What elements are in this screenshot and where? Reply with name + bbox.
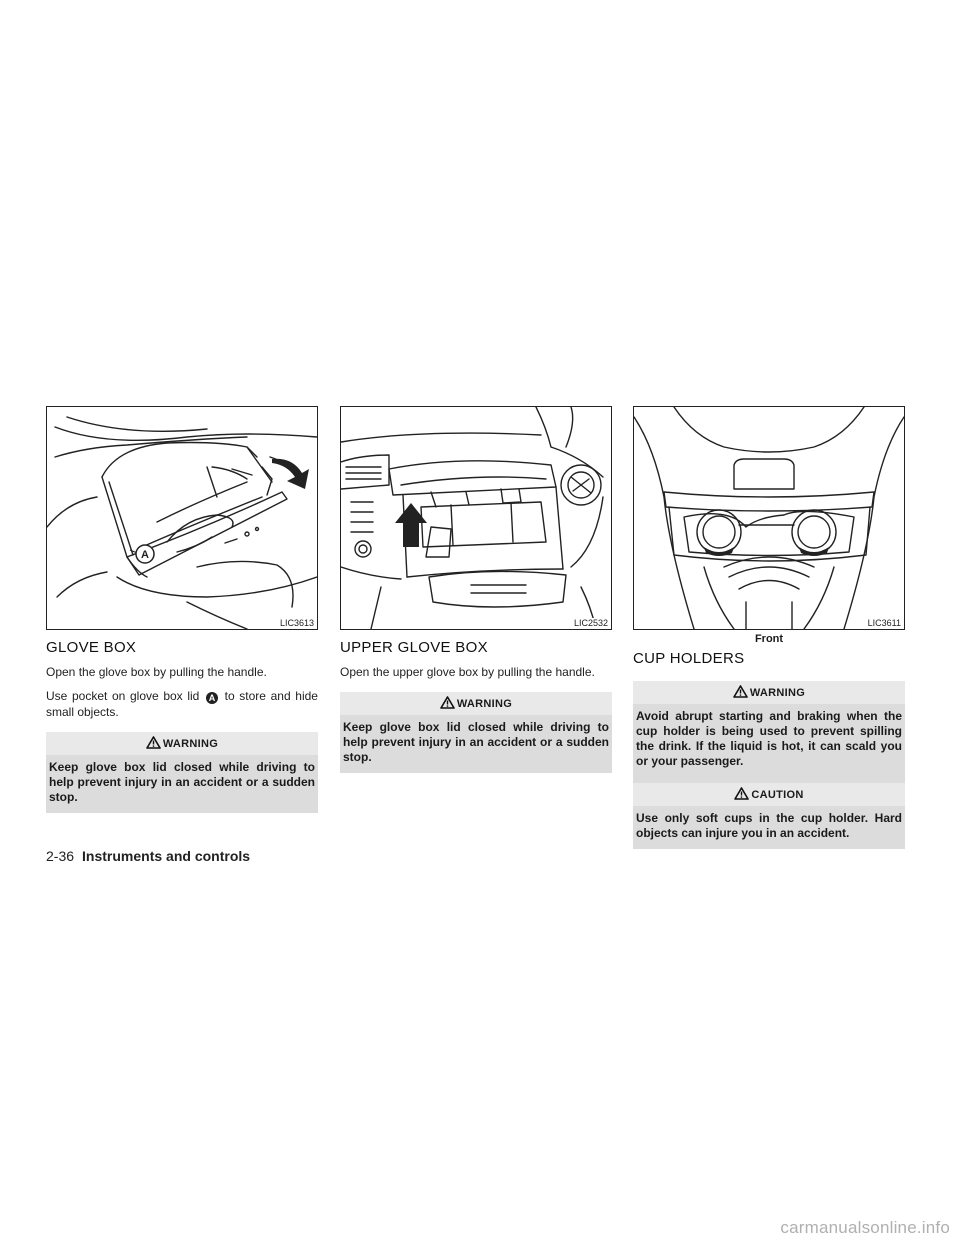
warning-icon bbox=[440, 696, 455, 712]
upper-glove-box-drawing bbox=[341, 407, 611, 629]
caution-title-text: CAUTION bbox=[751, 789, 804, 801]
section-heading-cup-holders: CUP HOLDERS bbox=[633, 650, 745, 667]
warning-title-text: WARNING bbox=[162, 738, 219, 750]
section-title: Instruments and controls bbox=[82, 848, 251, 864]
cup-holders-drawing bbox=[634, 407, 904, 629]
caution-text: Use only soft cups in the cup holder. Hard objects can injure you in an accident. bbox=[636, 811, 902, 840]
glove-box-drawing bbox=[47, 407, 317, 629]
warning-box bbox=[340, 692, 612, 773]
watermark-text: carmanualsonline.info bbox=[780, 1218, 950, 1237]
page-number: 2-36 bbox=[46, 848, 75, 864]
upper-glove-box-section bbox=[340, 406, 612, 773]
callout-a-label: A bbox=[141, 549, 149, 561]
caution-icon bbox=[734, 787, 749, 803]
glove-box-section bbox=[46, 406, 318, 813]
caution-box bbox=[633, 777, 905, 849]
figure-caption-front: Front bbox=[754, 633, 784, 645]
caution-title bbox=[633, 783, 905, 806]
warning-title-text: WARNING bbox=[456, 698, 513, 710]
figure-code: LIC3613 bbox=[279, 618, 314, 628]
warning-text: Keep glove box lid closed while driving to help prevent injury in an accident or a sudden stop. bbox=[49, 760, 315, 804]
warning-text: Avoid abrupt starting and braking when the cup holder is being used to prevent spilling the drink. If the liquid is hot, it can scald you or your passenger. bbox=[636, 709, 902, 768]
warning-title bbox=[633, 681, 905, 704]
warning-icon bbox=[733, 685, 748, 701]
glove-box-paragraph-1: Open the glove box by pulling the handle. bbox=[46, 665, 267, 679]
paragraph-text-after: to store and hide small objects. bbox=[46, 689, 318, 719]
figure-code: LIC2532 bbox=[573, 618, 608, 628]
section-heading-glove-box: GLOVE BOX bbox=[46, 639, 137, 656]
upper-glove-box-illustration bbox=[340, 406, 612, 630]
cup-holders-section bbox=[633, 406, 905, 849]
cup-holders-illustration bbox=[633, 406, 905, 630]
upper-glove-box-paragraph: Open the upper glove box by pulling the handle. bbox=[340, 665, 595, 679]
warning-title bbox=[46, 732, 318, 755]
paragraph-text-before: Use pocket on glove box lid bbox=[46, 689, 200, 703]
section-heading-upper-glove-box: UPPER GLOVE BOX bbox=[340, 639, 488, 656]
glove-box-paragraph-2 bbox=[46, 688, 318, 720]
warning-title-text: WARNING bbox=[749, 687, 806, 699]
figure-code: LIC3611 bbox=[867, 618, 901, 628]
callout-a-marker: A bbox=[206, 692, 218, 704]
warning-icon bbox=[146, 736, 161, 752]
glove-box-illustration bbox=[46, 406, 318, 630]
warning-box bbox=[633, 681, 905, 777]
warning-title bbox=[340, 692, 612, 715]
warning-box bbox=[46, 732, 318, 813]
page-footer bbox=[46, 848, 250, 864]
warning-text: Keep glove box lid closed while driving to help prevent injury in an accident or a sudden stop. bbox=[343, 720, 609, 764]
